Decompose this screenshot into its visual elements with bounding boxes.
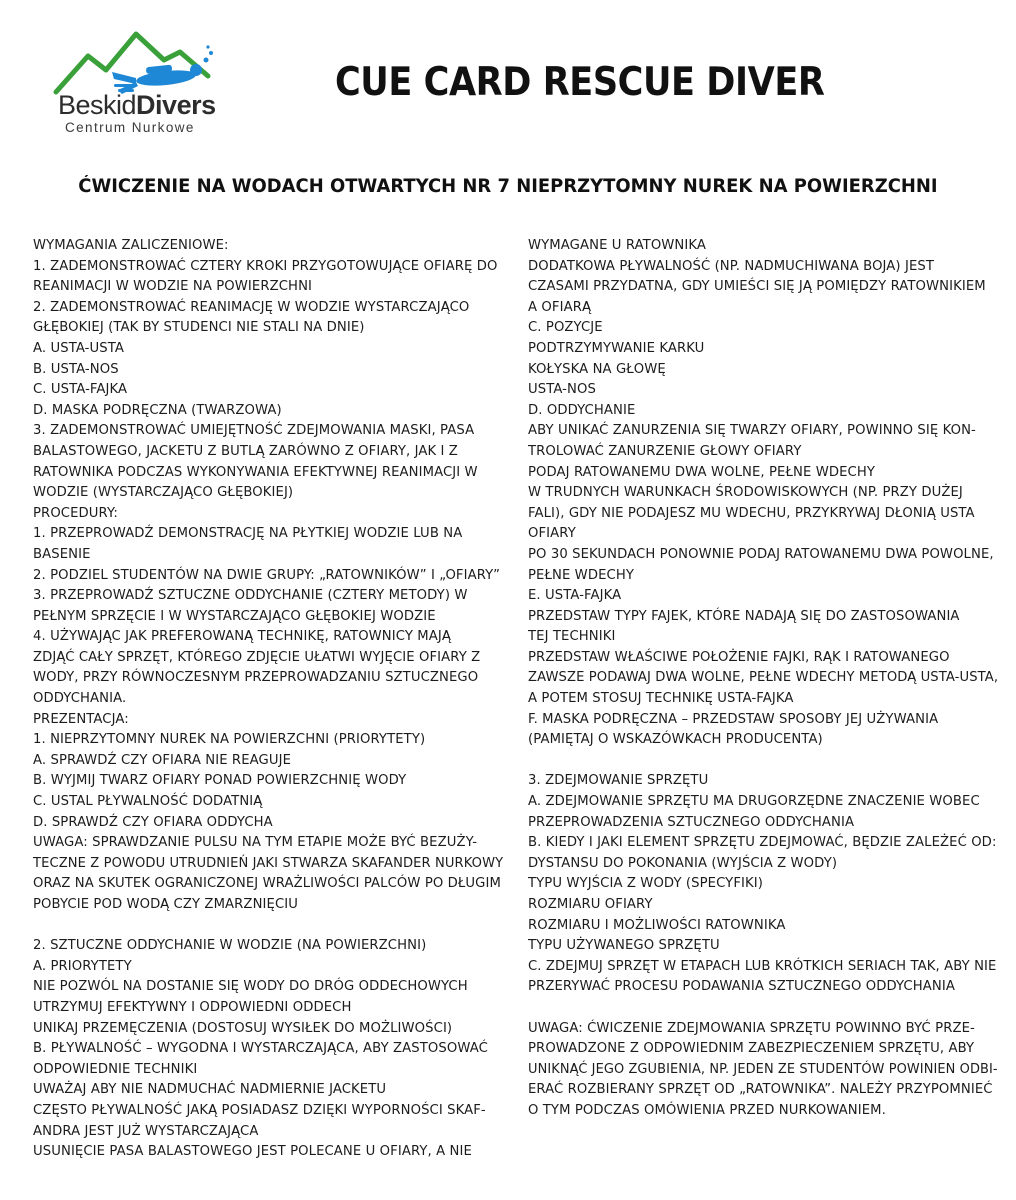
text-line: A. ZDEJMOWANIE SPRZĘTU MA DRUGORZĘDNE ZNACZENIE WOBEC	[528, 794, 980, 810]
text-line: USUNIĘCIE PASA BALASTOWEGO JEST POLECANE U OFIARY, A NIE	[33, 1144, 472, 1160]
logo	[48, 26, 238, 138]
text-line: PRZEDSTAW TYPY FAJEK, KTÓRE NADAJĄ SIĘ DO ZASTOSOWANIA	[528, 608, 960, 624]
text-line: 2. PODZIEL STUDENTÓW NA DWIE GRUPY: „RATOWNIKÓW” I „OFIARY”	[33, 567, 500, 583]
text-line: ZAWSZE PODAWAJ DWA WOLNE, PEŁNE WDECHY METODĄ USTA-USTA,	[528, 670, 999, 686]
text-line: ABY UNIKAĆ ZANURZENIA SIĘ TWARZY OFIARY, POWINNO SIĘ KON-	[528, 423, 976, 439]
text-line: POBYCIE POD WODĄ CZY ZMARZNIĘCIU	[33, 897, 299, 912]
text-line: FALI), GDY NIE PODAJESZ MU WDECHU, PRZYKRYWAJ DŁONIĄ USTA	[528, 505, 975, 521]
right-column	[528, 236, 998, 1122]
text-line: CZASAMI PRZYDATNA, GDY UMIEŚCI SIĘ JĄ POMIĘDZY RATOWNIKIEM	[528, 279, 986, 295]
text-line: D. SPRAWDŹ CZY OFIARA ODDYCHA	[33, 814, 273, 830]
text-line: E. USTA-FAJKA	[528, 588, 622, 604]
text-line: DYSTANSU DO POKONANIA (WYJŚCIA Z WODY)	[528, 855, 838, 871]
text-line: TROLOWAĆ ZANURZENIE GŁOWY OFIARY	[528, 443, 802, 459]
text-line: PODAJ RATOWANEMU DWA WOLNE, PEŁNE WDECHY	[528, 464, 876, 480]
text-line: 1. ZADEMONSTROWAĆ CZTERY KROKI PRZYGOTOWUJĄCE OFIARĘ DO	[33, 258, 498, 274]
text-line: F. MASKA PODRĘCZNA – PRZEDSTAW SPOSOBY JEJ UŻYWANIA	[528, 711, 939, 727]
text-line: TYPU UŻYWANEGO SPRZĘTU	[528, 938, 720, 954]
text-line: KOŁYSKA NA GŁOWĘ	[528, 361, 666, 377]
text-line: C. POZYCJE	[528, 320, 603, 336]
text-line: ERAĆ ROZBIERANY SPRZĘT OD „RATOWNIKA”. NALEŻY PRZYPOMNIEĆ	[528, 1082, 993, 1098]
text-line: UNIKAJ PRZEMĘCZENIA (DOSTOSUJ WYSIŁEK DO MOŻLIWOŚCI)	[33, 1020, 453, 1036]
text-line: OFIARY	[528, 526, 576, 542]
text-line: UWAŻAJ ABY NIE NADMUCHAĆ NADMIERNIE JACKETU	[33, 1082, 387, 1098]
text-line: ROZMIARU OFIARY	[528, 897, 653, 912]
text-line: PRZEPROWADZENIA SZTUCZNEGO ODDYCHANIA	[528, 814, 855, 830]
text-line: RATOWNIKA PODCZAS WYKONYWANIA EFEKTYWNEJ REANIMACJI W	[33, 464, 478, 480]
text-line: PREZENTACJA:	[33, 711, 129, 727]
text-line: PEŁNE WDECHY	[528, 567, 634, 583]
text-line: ODPOWIEDNIE TECHNIKI	[33, 1061, 198, 1077]
text-line: UWAGA: ĆWICZENIE ZDEJMOWANIA SPRZĘTU POWINNO BYĆ PRZE-	[528, 1020, 975, 1036]
page-title: CUE CARD RESCUE DIVER	[335, 60, 825, 105]
text-line: ZDJĄĆ CAŁY SPRZĘT, KTÓREGO ZDJĘCIE UŁATWI WYJĘCIE OFIARY Z	[33, 649, 481, 665]
text-line: CZĘSTO PŁYWALNOŚĆ JAKĄ POSIADASZ DZIĘKI WYPORNOŚCI SKAF-	[33, 1102, 486, 1118]
text-line: O TYM PODCZAS OMÓWIENIA PRZED NURKOWANIEM.	[528, 1102, 886, 1118]
text-line: C. USTA-FAJKA	[33, 382, 128, 398]
text-line: B. WYJMIJ TWARZ OFIARY PONAD POWIERZCHNIĘ WODY	[33, 773, 407, 789]
text-line: 3. PRZEPROWADŹ SZTUCZNE ODDYCHANIE (CZTERY METODY) W	[33, 588, 468, 604]
text-line: B. USTA-NOS	[33, 361, 119, 377]
text-line: D. MASKA PODRĘCZNA (TWARZOWA)	[33, 402, 282, 418]
text-line: ODDYCHANIA.	[33, 691, 127, 707]
logo-wordmark	[58, 90, 216, 121]
text-line: NIE POZWÓL NA DOSTANIE SIĘ WODY DO DRÓG ODDECHOWYCH	[33, 979, 468, 995]
text-line: PODTRZYMYWANIE KARKU	[528, 340, 705, 356]
text-line: A. USTA-USTA	[33, 340, 124, 356]
text-line: TYPU WYJŚCIA Z WODY (SPECYFIKI)	[528, 876, 763, 892]
text-line: W TRUDNYCH WARUNKACH ŚRODOWISKOWYCH (NP. PRZY DUŻEJ	[528, 485, 963, 501]
text-line: A. PRIORYTETY	[33, 958, 132, 974]
text-line: UTRZYMUJ EFEKTYWNY I ODPOWIEDNI ODDECH	[33, 999, 352, 1015]
logo-name-bold: Divers	[136, 90, 216, 120]
page-subtitle	[0, 176, 1016, 197]
left-column	[33, 236, 503, 1163]
text-line	[528, 751, 998, 772]
text-line: BALASTOWEGO, JACKETU Z BUTLĄ ZARÓWNO Z OFIARY, JAK I Z	[33, 443, 458, 459]
text-line: C. USTAL PŁYWALNOŚĆ DODATNIĄ	[33, 794, 263, 810]
text-line: C. ZDEJMUJ SPRZĘT W ETAPACH LUB KRÓTKICH SERIACH TAK, ABY NIE	[528, 958, 997, 974]
text-line: PO 30 SEKUNDACH PONOWNIE PODAJ RATOWANEMU DWA POWOLNE,	[528, 546, 994, 562]
page-subtitle-text: ĆWICZENIE NA WODACH OTWARTYCH NR 7 NIEPRZYTOMNY NUREK NA POWIERZCHNI	[78, 176, 938, 197]
text-line	[528, 998, 998, 1019]
text-line: PRZERYWAĆ PROCESU PODAWANIA SZTUCZNEGO ODDYCHANIA	[528, 979, 955, 995]
text-line: WODZIE (WYSTARCZAJĄCO GŁĘBOKIEJ)	[33, 485, 294, 501]
text-line: BASENIE	[33, 546, 91, 562]
text-line: 1. NIEPRZYTOMNY NUREK NA POWIERZCHNI (PRIORYTETY)	[33, 732, 426, 748]
logo-tagline: Centrum Nurkowe	[65, 120, 195, 135]
text-line: 3. ZDEJMOWANIE SPRZĘTU	[528, 773, 709, 789]
text-line: A POTEM STOSUJ TECHNIKĘ USTA-FAJKA	[528, 691, 794, 707]
text-line: PRZEDSTAW WŁAŚCIWE POŁOŻENIE FAJKI, RĄK I RATOWANEGO	[528, 649, 950, 665]
text-line: A. SPRAWDŹ CZY OFIARA NIE REAGUJE	[33, 752, 292, 768]
text-line: D. ODDYCHANIE	[528, 402, 636, 418]
text-line: GŁĘBOKIEJ (TAK BY STUDENCI NIE STALI NA DNIE)	[33, 320, 365, 336]
text-line: 4. UŻYWAJĄC JAK PREFEROWANĄ TECHNIKĘ, RATOWNICY MAJĄ	[33, 629, 451, 645]
text-line	[33, 916, 503, 937]
text-line: WODY, PRZY RÓWNOCZESNYM PRZEPROWADZANIU SZTUCZNEGO	[33, 670, 479, 686]
text-line: PROCEDURY:	[33, 505, 118, 521]
text-line: B. PŁYWALNOŚĆ – WYGODNA I WYSTARCZAJĄCA, ABY ZASTOSOWAĆ	[33, 1041, 488, 1057]
text-line: A OFIARĄ	[528, 299, 592, 315]
text-line: 3. ZADEMONSTROWAĆ UMIEJĘTNOŚĆ ZDEJMOWANIA MASKI, PASA	[33, 423, 475, 439]
text-line: ORAZ NA SKUTEK OGRANICZONEJ WRAŻLIWOŚCI PALCÓW PO DŁUGIM	[33, 876, 501, 892]
text-line: DODATKOWA PŁYWALNOŚĆ (NP. NADMUCHIWANA BOJA) JEST	[528, 258, 935, 274]
text-line: TEJ TECHNIKI	[528, 629, 616, 645]
text-line: 2. SZTUCZNE ODDYCHANIE W WODZIE (NA POWIERZCHNI)	[33, 938, 427, 954]
text-line: TECZNE Z POWODU UTRUDNIEŃ JAKI STWARZA SKAFANDER NURKOWY	[33, 855, 504, 871]
text-line: B. KIEDY I JAKI ELEMENT SPRZĘTU ZDEJMOWAĆ, BĘDZIE ZALEŻEĆ OD:	[528, 835, 997, 851]
text-line: PROWADZONE Z ODPOWIEDNIM ZABEZPIECZENIEM SPRZĘTU, ABY	[528, 1041, 975, 1057]
text-line: REANIMACJI W WODZIE NA POWIERZCHNI	[33, 279, 313, 295]
text-line: WYMAGANE U RATOWNIKA	[528, 238, 707, 253]
text-line: USTA-NOS	[528, 382, 596, 398]
text-line: 2. ZADEMONSTROWAĆ REANIMACJĘ W WODZIE WYSTARCZAJĄCO	[33, 299, 470, 315]
text-line: UWAGA: SPRAWDZANIE PULSU NA TYM ETAPIE MOŻE BYĆ BEZUŻY-	[33, 835, 478, 851]
text-line: PEŁNYM SPRZĘCIE I W WYSTARCZAJĄCO GŁĘBOKIEJ WODZIE	[33, 608, 436, 624]
text-line: ROZMIARU I MOŻLIWOŚCI RATOWNIKA	[528, 917, 786, 933]
text-line: UNIKNĄĆ JEGO ZGUBIENIA, NP. JEDEN ZE STUDENTÓW POWINIEN ODBI-	[528, 1061, 998, 1077]
text-line: (PAMIĘTAJ O WSKAZÓWKACH PRODUCENTA)	[528, 732, 823, 748]
text-line: 1. PRZEPROWADŹ DEMONSTRACJĘ NA PŁYTKIEJ WODZIE LUB NA	[33, 526, 463, 542]
text-line: ANDRA JEST JUŻ WYSTARCZAJĄCA	[33, 1123, 259, 1139]
text-line: WYMAGANIA ZALICZENIOWE:	[33, 238, 229, 253]
logo-name-light: Beskid	[58, 90, 137, 120]
